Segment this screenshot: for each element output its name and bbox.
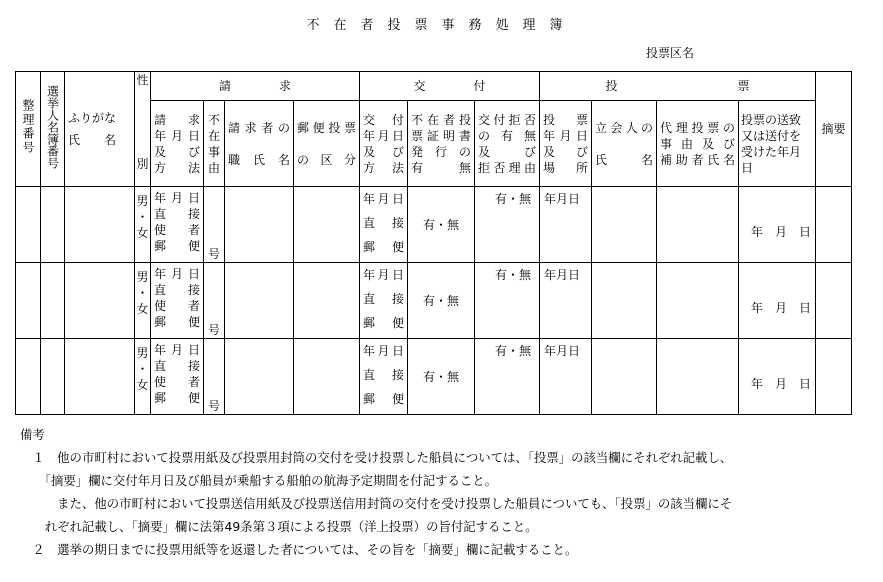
cell-seikyusha [225, 263, 294, 339]
header-tachiainin: 立会人の 氏 名 [592, 101, 657, 187]
cell-senkyonin-bango [41, 187, 65, 263]
cell-dairi [657, 339, 739, 415]
cell-tekiyo [816, 339, 852, 415]
header-shimei: 氏 名 [68, 133, 117, 147]
cell-sex: 男 ・ 女 [135, 187, 151, 263]
group-header-seikyu: 請 求 [151, 72, 360, 101]
cell-seikyu-method: 年月日 直 接 使 者 郵 便 [151, 187, 204, 263]
cell-yubin [294, 263, 360, 339]
cell-fuzai-jiyu: 号 [204, 339, 225, 415]
cell-sex: 男 ・ 女 [135, 339, 151, 415]
cell-tohyo-date: 年月日 [540, 187, 592, 263]
cell-tekiyo [816, 263, 852, 339]
header-seikyusha: 請求者の 職氏名 [225, 101, 294, 187]
cell-dairi [657, 187, 739, 263]
header-tekiyo: 摘要 [816, 72, 852, 187]
cell-tachiainin [592, 339, 657, 415]
cell-name [65, 187, 135, 263]
header-sex: 性 別 [135, 72, 151, 187]
cell-sex: 男 ・ 女 [135, 263, 151, 339]
header-yubin: 郵便投票 の区分 [294, 101, 360, 187]
cell-kyohi: 有・無 [475, 187, 540, 263]
table-row [16, 263, 852, 339]
records-table [15, 71, 852, 415]
cell-fuzai-jiyu: 号 [204, 263, 225, 339]
cell-fuzai-jiyu: 号 [204, 187, 225, 263]
cell-name [65, 339, 135, 415]
notes-heading: 備考 [20, 427, 45, 442]
cell-kofu-method: 年月日 直 接 郵 便 [360, 339, 408, 415]
cell-yubin [294, 339, 360, 415]
cell-seiri-bango [16, 187, 41, 263]
header-name [65, 72, 135, 187]
note-line: １ 他の市町村において投票用紙及び投票用封筒の交付を受け投票した船員については、「投票」の該当欄にそれぞれ記載し、 [20, 450, 733, 465]
cell-seiri-bango [16, 339, 41, 415]
cell-shomeisho: 有・無 [408, 339, 475, 415]
cell-seikyu-method: 年月日 直 接 使 者 郵 便 [151, 263, 204, 339]
header-senkyonin-bango: 選挙人名簿番号 [41, 72, 65, 187]
cell-seikyu-method: 年月日 直 接 使 者 郵 便 [151, 339, 204, 415]
header-tohyo-date: 投 票 年月日 及 び 場 所 [540, 101, 592, 187]
note-line: ２ 選挙の期日までに投票用紙等を返還した者については、その旨を「摘要」欄に記載すること。 [20, 542, 578, 557]
note-line: 「摘要」欄に交付年月日及び船員が乗船する船舶の航海予定期間を付記すること。 [20, 473, 498, 488]
cell-shomeisho: 有・無 [408, 187, 475, 263]
cell-kofu-method: 年月日 直 接 郵 便 [360, 187, 408, 263]
header-kyohi: 交付拒否 の有無 及 び 拒否理由 [475, 101, 540, 187]
cell-senkyonin-bango [41, 339, 65, 415]
cell-senkyonin-bango [41, 263, 65, 339]
cell-tekiyo [816, 187, 852, 263]
cell-tachiainin [592, 187, 657, 263]
header-fuzai-jiyu: 不 在 事 由 [204, 101, 225, 187]
header-seikyu-date: 請 求 年月日 及 び 方 法 [151, 101, 204, 187]
cell-soufu: 年 月 日 [739, 263, 816, 339]
cell-kyohi: 有・無 [475, 339, 540, 415]
cell-tohyo-date: 年月日 [540, 263, 592, 339]
cell-kofu-method: 年月日 直 接 郵 便 [360, 263, 408, 339]
cell-seiri-bango [16, 263, 41, 339]
cell-dairi [657, 263, 739, 339]
group-header-kofu: 交 付 [360, 72, 540, 101]
cell-soufu: 年 月 日 [739, 339, 816, 415]
cell-soufu: 年 月 日 [739, 187, 816, 263]
group-header-tohyo: 投 票 [540, 72, 816, 101]
cell-seikyusha [225, 339, 294, 415]
header-dairi: 代理投票の 事由及び 補助者氏名 [657, 101, 739, 187]
cell-kyohi: 有・無 [475, 263, 540, 339]
cell-tachiainin [592, 263, 657, 339]
notes-section [20, 423, 880, 561]
district-label: 投票区名 [646, 46, 695, 60]
page-title: 不在者投票事務処理簿 [306, 18, 577, 33]
header-kofu-date: 交 付 年月日 及 び 方 法 [360, 101, 408, 187]
header-furigana: ふりがな [68, 111, 117, 125]
table-row [16, 339, 852, 415]
table-row [16, 187, 852, 263]
cell-seikyusha [225, 187, 294, 263]
note-line: また、他の市町村において投票送信用紙及び投票送信用封筒の交付を受け投票した船員についても、「投票」の該当欄にそ [20, 496, 733, 511]
note-line: れぞれ記載し、「摘要」欄に法第49条第３項による投票（洋上投票）の旨付記すること。 [20, 519, 538, 534]
cell-name [65, 263, 135, 339]
header-shomeisho: 不在者投 票証明書 発行の 有 無 [408, 101, 475, 187]
cell-tohyo-date: 年月日 [540, 339, 592, 415]
header-soufu: 投票の送致 又は送付を 受けた年月 日 [739, 101, 816, 187]
cell-yubin [294, 187, 360, 263]
cell-shomeisho: 有・無 [408, 263, 475, 339]
header-seiri-bango: 整理番号 [16, 72, 41, 187]
